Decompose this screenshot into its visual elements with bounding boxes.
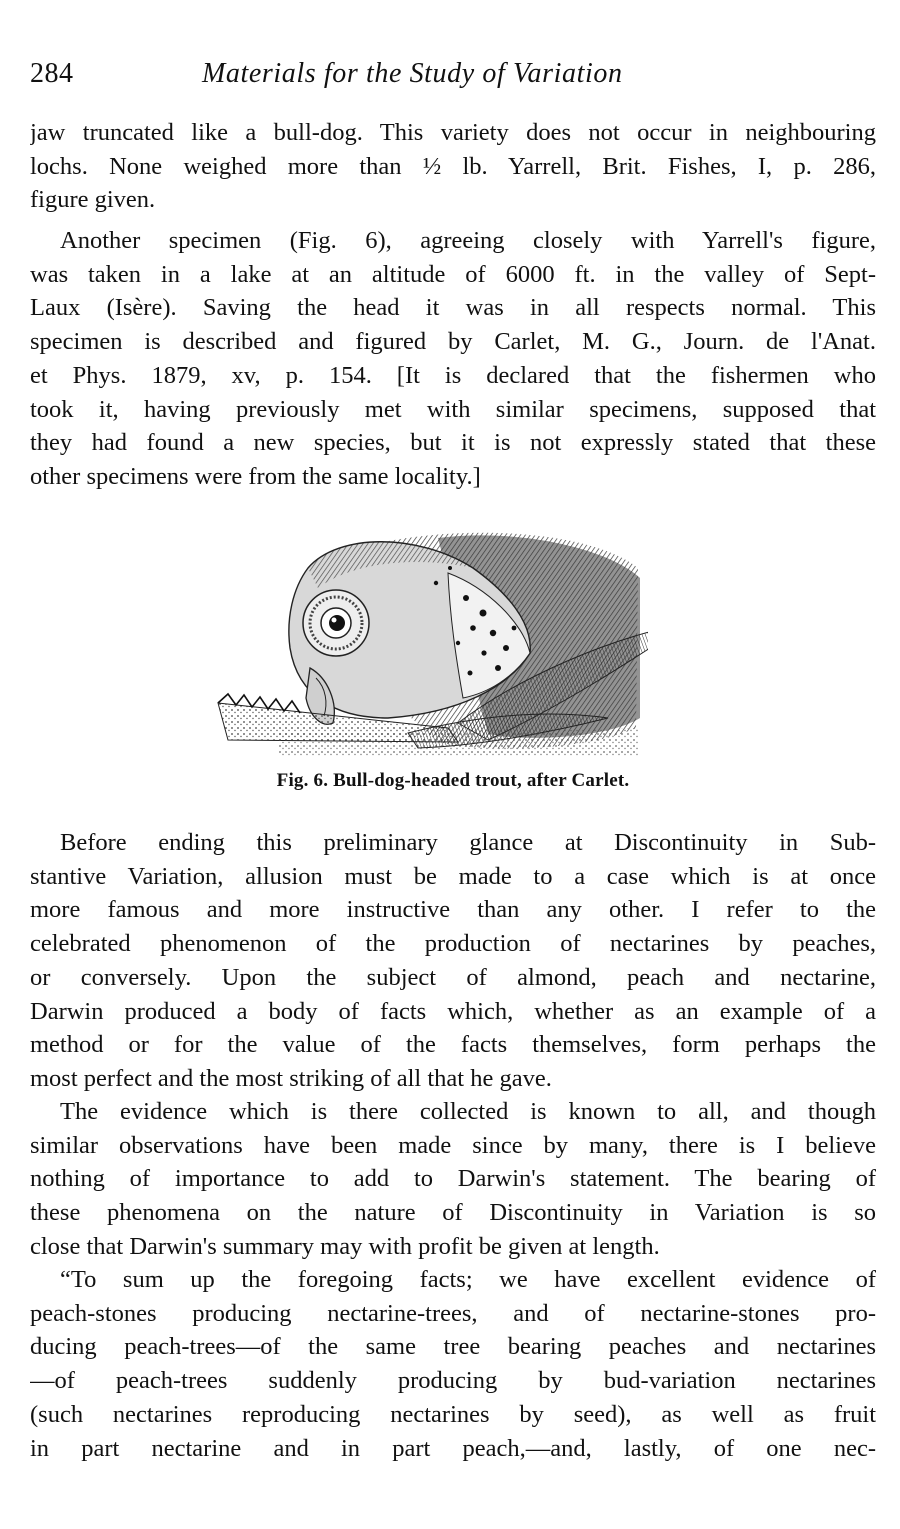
text-line: or conversely. Upon the subject of almond, peach and nectarine, — [30, 963, 876, 991]
text-line: lochs. None weighed more than ½ lb. Yarrell, Brit. Fishes, I, p. 286, — [30, 152, 876, 180]
text-line: was taken in a lake at an altitude of 6000 ft. in the valley of Sept- — [30, 260, 876, 288]
text-line: in part nectarine and in part peach,—and, lastly, of one nec- — [30, 1434, 876, 1462]
text-line: Before ending this preliminary glance at Discontinuity in Sub- — [60, 829, 876, 856]
page-number: 284 — [30, 58, 74, 89]
text-line: peach-stones producing nectarine-trees, and of nectarine-stones pro- — [30, 1299, 876, 1327]
running-title: Materials for the Study of Variation — [202, 58, 623, 89]
text-line: similar observations have been made since by many, there is I believe — [30, 1131, 876, 1159]
text-line: took it, having previously met with similar specimens, supposed that — [30, 395, 876, 423]
text-line: stantive Variation, allusion must be made to a case which is at once — [30, 862, 876, 890]
text-line: other specimens were from the same locality.] — [30, 462, 481, 490]
text-line: close that Darwin's summary may with profit be given at length. — [30, 1232, 660, 1260]
running-head — [30, 58, 876, 98]
text-line: The evidence which is there collected is known to all, and though — [60, 1098, 876, 1125]
text-line: nothing of importance to add to Darwin's statement. The bearing of — [30, 1165, 876, 1193]
text-line: Laux (Isère). Saving the head it was in all respects normal. This — [30, 294, 876, 322]
text-line: more famous and more instructive than any other. I refer to the — [30, 896, 876, 924]
text-line: these phenomena on the nature of Discontinuity in Variation is so — [30, 1199, 876, 1227]
paragraph-specimen — [30, 224, 876, 494]
bull-dog-trout-illustration — [188, 528, 648, 760]
text-line: Darwin produced a body of facts which, whether as an example of a — [30, 997, 876, 1025]
text-line: specimen is described and figured by Carlet, M. G., Journ. de l'Anat. — [30, 328, 876, 356]
book-page — [30, 0, 876, 1529]
text-line: celebrated phenomenon of the production of nectarines by peaches, — [30, 930, 876, 958]
text-line: et Phys. 1879, xv, p. 154. [It is declared that the fishermen who — [30, 361, 876, 389]
text-line: they had found a new species, but it is not expressly stated that these — [30, 429, 876, 457]
text-line: —of peach-trees suddenly producing by bud-variation nectarines — [30, 1367, 876, 1395]
text-line: (such nectarines reproducing nectarines by seed), as well as fruit — [30, 1400, 876, 1428]
text-line: figure given. — [30, 186, 156, 214]
paragraph-quotation — [30, 1263, 876, 1465]
paragraph-continuation — [30, 116, 876, 217]
figure-caption: Fig. 6. Bull-dog-headed trout, after Carlet. — [276, 770, 630, 791]
text-line: most perfect and the most striking of all that he gave. — [30, 1064, 552, 1092]
text-line: jaw truncated like a bull-dog. This variety does not occur in neighbouring — [30, 119, 876, 146]
paragraph-discontinuity — [30, 826, 876, 1096]
text-line: ducing peach-trees—of the same tree bearing peaches and nectarines — [30, 1333, 876, 1361]
text-line: Another specimen (Fig. 6), agreeing closely with Yarrell's figure, — [60, 227, 876, 254]
paragraph-evidence — [30, 1095, 876, 1264]
text-line: method or for the value of the facts themselves, form perhaps the — [30, 1031, 876, 1059]
text-line: “To sum up the foregoing facts; we have excellent evidence of — [60, 1266, 876, 1293]
